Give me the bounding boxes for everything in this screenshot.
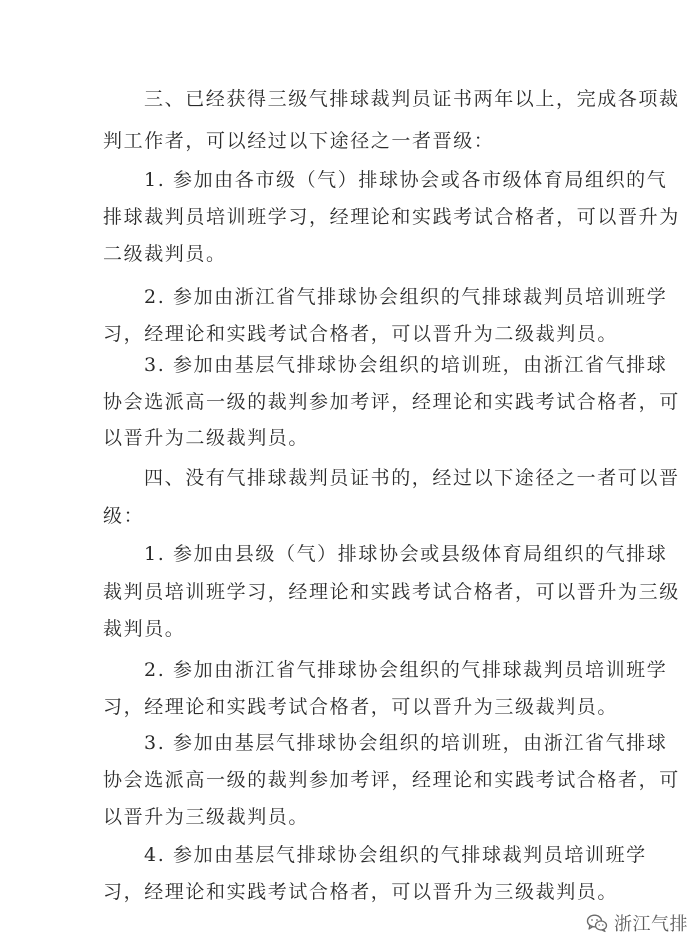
account-watermark: [586, 908, 688, 938]
section3-item2-line-2: 习，经理论和实践考试合格者，可以晋升为二级裁判员。: [103, 323, 619, 345]
section4-item4-line-1: 4. 参加由基层气排球协会组织的气排球裁判员培训班学: [144, 844, 647, 866]
section4-item3-line-1: 3. 参加由基层气排球协会组织的培训班，由浙江省气排球: [144, 732, 668, 754]
section3-item1-line-1: 1. 参加由各市级（气）排球协会或各市级体育局组织的气: [144, 169, 668, 191]
section3-item3-line-2: 协会选派高一级的裁判参加考评，经理论和实践考试合格者，可: [103, 391, 680, 413]
section4-item4-line-2: 习，经理论和实践考试合格者，可以晋升为三级裁判员。: [103, 881, 619, 903]
section3-intro-line-1: 三、已经获得三级气排球裁判员证书两年以上，完成各项裁: [144, 88, 680, 110]
section3-item1-line-2: 排球裁判员培训班学习，经理论和实践考试合格者，可以晋升为: [103, 206, 680, 228]
section4-item2-line-2: 习，经理论和实践考试合格者，可以晋升为三级裁判员。: [103, 696, 619, 718]
section4-item3-line-2: 协会选派高一级的裁判参加考评，经理论和实践考试合格者，可: [103, 769, 680, 791]
section3-item2-line-1: 2. 参加由浙江省气排球协会组织的气排球裁判员培训班学: [144, 286, 668, 308]
section4-item2-line-1: 2. 参加由浙江省气排球协会组织的气排球裁判员培训班学: [144, 659, 668, 681]
section4-intro-line-2: 级：: [103, 505, 145, 527]
section4-item1-line-2: 裁判员培训班学习，经理论和实践考试合格者，可以晋升为三级: [103, 581, 680, 603]
section4-intro-line-1: 四、没有气排球裁判员证书的，经过以下途径之一者可以晋: [144, 467, 680, 489]
section3-item1-line-3: 二级裁判员。: [103, 243, 227, 265]
section3-intro-line-2: 判工作者，可以经过以下途径之一者晋级：: [103, 130, 495, 152]
section4-item1-line-3: 裁判员。: [103, 618, 186, 640]
section3-item3-line-3: 以晋升为二级裁判员。: [103, 427, 310, 449]
wechat-icon: [586, 913, 608, 933]
section4-item3-line-3: 以晋升为三级裁判员。: [103, 806, 310, 828]
section3-item3-line-1: 3. 参加由基层气排球协会组织的培训班，由浙江省气排球: [144, 354, 668, 376]
section4-item1-line-1: 1. 参加由县级（气）排球协会或县级体育局组织的气排球: [144, 543, 668, 565]
watermark-text: 浙江气排: [614, 914, 688, 935]
